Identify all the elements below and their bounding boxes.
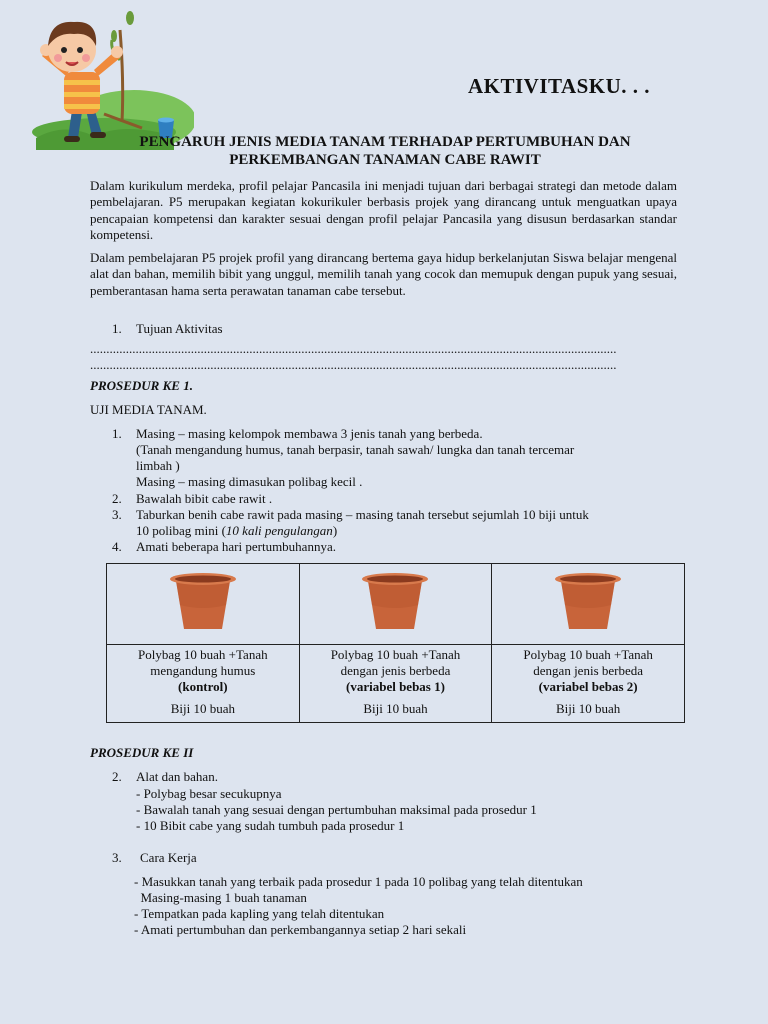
flower-pot-icon (168, 571, 238, 631)
step-3-post: ) (332, 523, 338, 538)
cell-line2: dengan jenis berbeda (340, 663, 451, 678)
step-2-text: Bawalah bibit cabe rawit . (136, 491, 273, 506)
cell-seed-count: Biji 10 buah (556, 701, 621, 716)
step-1-detail: (Tanah mengandung humus, tanah berpasir, tanah sawah/ lungka dan tanah tercemar (136, 442, 575, 457)
kerja-item: - Amati pertumbuhan dan perkembangannya setiap 2 hari sekali (134, 922, 467, 937)
cell-line1: Polybag 10 buah +Tanah (523, 647, 653, 662)
step-3-number: 3. (112, 507, 122, 522)
alat-number: 2. (112, 769, 122, 784)
alat-label: Alat dan bahan. (136, 769, 218, 784)
tujuan-dotted-line-1: .................................................................................................................................................................. (90, 342, 617, 356)
step-3-text-cont (136, 523, 337, 539)
cell-line2: mengandung humus (150, 663, 256, 678)
prosedur-1-heading: PROSEDUR KE 1. (90, 378, 193, 393)
document-title-line1: PENGARUH JENIS MEDIA TANAM TERHADAP PERTUMBUHAN DAN (139, 134, 631, 150)
table-cell-variabel-1 (299, 645, 492, 723)
tujuan-label: Tujuan Aktivitas (136, 321, 223, 336)
pot-cell (492, 564, 685, 645)
intro-paragraph-2: Dalam pembelajaran P5 projek profil yang dirancang bertema gaya hidup berkelanjutan Siswa belajar mengenal alat dan bahan, memilih bibit yang unggul, memilih tanah yang cocok dan memupuk dengan pupuk yang sesuai, pemberantasan hama serta perawatan tanaman cabe tersebut. (90, 250, 677, 298)
prosedur-2-heading: PROSEDUR KE II (90, 745, 194, 760)
polybag-table (106, 563, 685, 723)
kerja-item: - Tempatkan pada kapling yang telah ditentukan (134, 906, 385, 921)
step-1-text: Masing – masing kelompok membawa 3 jenis tanah yang berbeda. (136, 426, 483, 441)
intro-paragraph-1: Dalam kurikulum merdeka, profil pelajar Pancasila ini menjadi tujuan dari berbagai strategi dan metode dalam pembelajaran. P5 merupakan kegiatan kokurikuler berbasis projek yang dirancang untuk menguatkan upaya pencapaian kompetensi dan karakter sesuai dengan profil pelajar Pancasila yang disusun berdasarkan standar kompetensi. (90, 178, 677, 242)
cell-variable-label: (variabel bebas 1) (346, 679, 445, 694)
cell-variable-label: (kontrol) (178, 679, 228, 694)
document-title-line2: PERKEMBANGAN TANAMAN CABE RAWIT (229, 152, 541, 168)
document-title (90, 133, 680, 169)
step-2-number: 2. (112, 491, 122, 506)
kerja-number: 3. (112, 850, 122, 865)
cell-line2: dengan jenis berbeda (533, 663, 644, 678)
kerja-item: Masing-masing 1 buah tanaman (134, 890, 307, 905)
step-1-detail-cont: limbah ) (136, 458, 180, 473)
pot-cell (107, 564, 300, 645)
pot-cell (299, 564, 492, 645)
prosedur-1-subheading: UJI MEDIA TANAM. (90, 402, 207, 417)
cell-line1: Polybag 10 buah +Tanah (330, 647, 461, 662)
cell-line1: Polybag 10 buah +Tanah (138, 647, 268, 662)
step-3-italic: 10 kali pengulangan (225, 523, 333, 538)
step-4-text: Amati beberapa hari pertumbuhannya. (136, 539, 336, 554)
alat-item: - 10 Bibit cabe yang sudah tumbuh pada prosedur 1 (136, 818, 405, 833)
tujuan-dotted-line-2: .................................................................................................................................................................. (90, 358, 617, 372)
header-title: AKTIVITASKU. . . (468, 74, 651, 98)
flower-pot-icon (553, 571, 623, 631)
cell-seed-count: Biji 10 buah (363, 701, 428, 716)
alat-item: - Bawalah tanah yang sesuai dengan pertumbuhan maksimal pada prosedur 1 (136, 802, 537, 817)
kerja-item: - Masukkan tanah yang terbaik pada prosedur 1 pada 10 polibag yang telah ditentukan (134, 874, 583, 889)
step-1-polibag: Masing – masing dimasukan polibag kecil . (136, 474, 363, 489)
cell-seed-count: Biji 10 buah (170, 701, 235, 716)
alat-item: - Polybag besar secukupnya (136, 786, 282, 801)
step-4-number: 4. (112, 539, 122, 554)
step-3-text: Taburkan benih cabe rawit pada masing – masing tanah tersebut sejumlah 10 biji untuk (136, 507, 589, 522)
cell-variable-label: (variabel bebas 2) (538, 679, 638, 694)
flower-pot-icon (360, 571, 430, 631)
step-1-number: 1. (112, 426, 122, 441)
table-cell-variabel-2 (492, 645, 685, 723)
tujuan-number: 1. (112, 321, 122, 336)
table-cell-kontrol (107, 645, 300, 723)
step-3-pre: 10 polibag mini ( (136, 523, 226, 538)
kerja-label: Cara Kerja (140, 850, 197, 865)
